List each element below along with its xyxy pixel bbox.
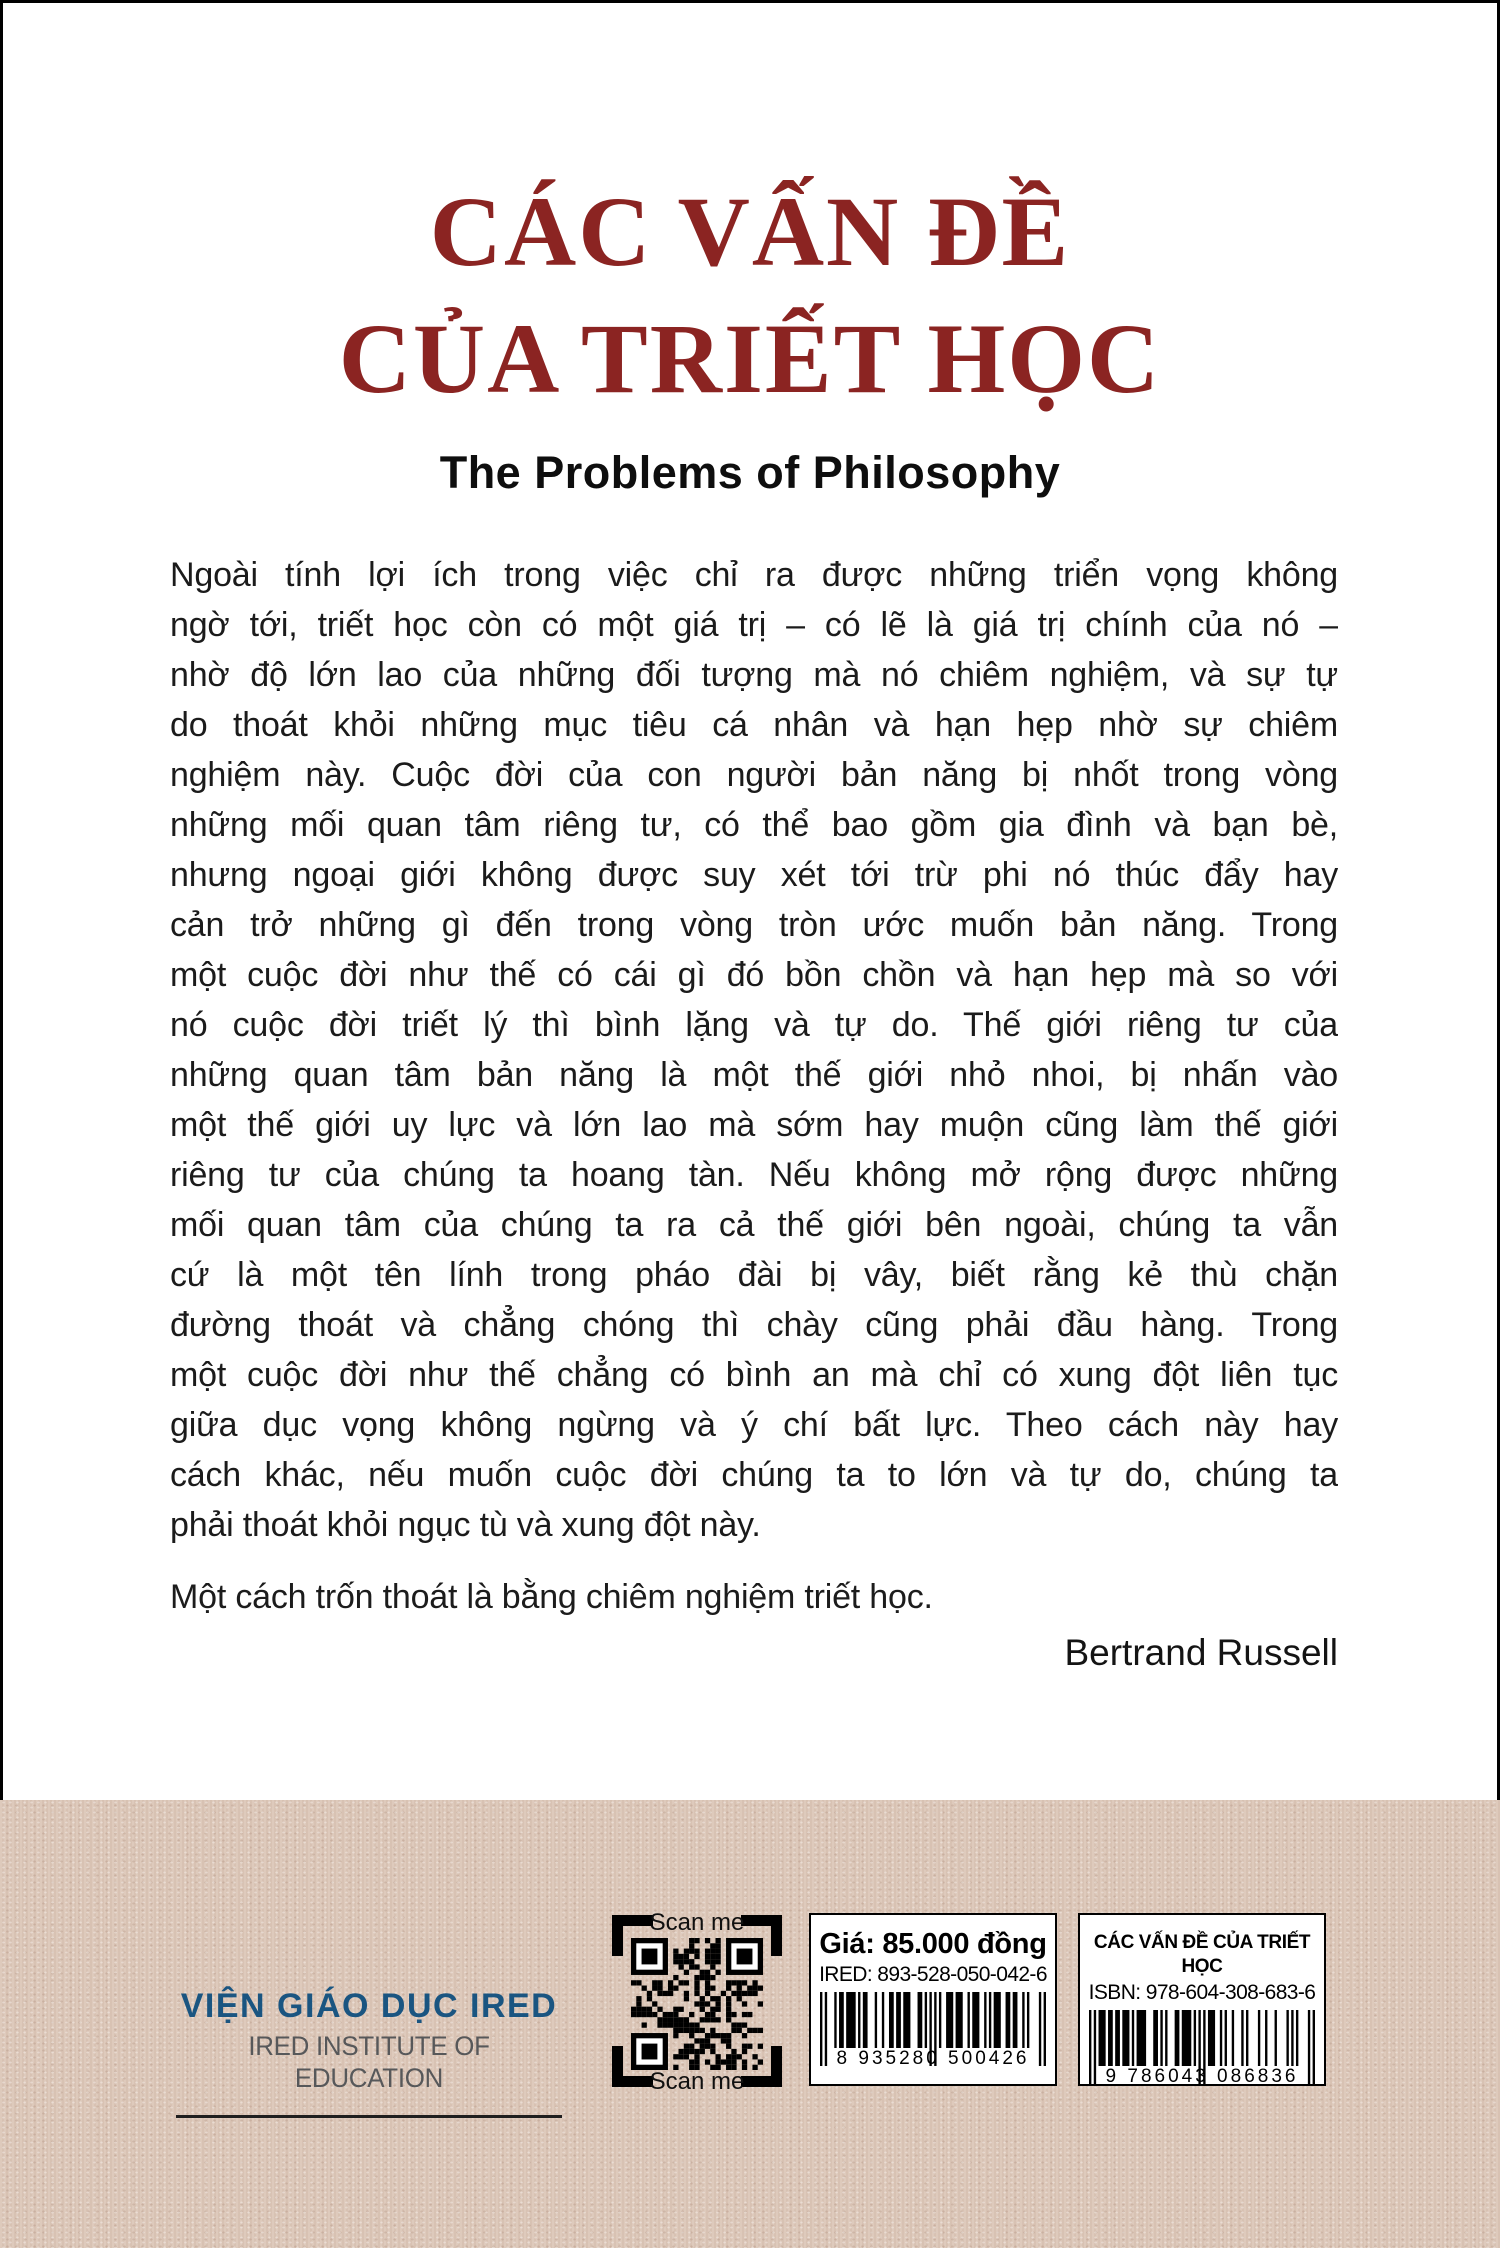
price-barcode-box — [809, 1913, 1057, 2086]
quote-line: cách khác, nếu muốn cuộc đời chúng ta to lớn và tự do, chúng ta — [170, 1456, 1338, 1494]
quote-line: nghiệm này. Cuộc đời của con người bản năng bị nhốt trong vòng — [170, 756, 1338, 794]
quote-line: nó cuộc đời triết lý thì bình lặng và tự do. Thế giới riêng tư của — [170, 1006, 1338, 1044]
quote-line: những mối quan tâm riêng tư, có thể bao gồm gia đình và bạn bè, — [170, 806, 1338, 844]
isbn-barcode-box — [1078, 1913, 1326, 2086]
publisher-name-english: IRED INSTITUTE OF EDUCATION — [248, 2031, 490, 2093]
footer-band — [0, 1800, 1500, 2248]
quote-line: mối quan tâm của chúng ta ra cả thế giới bên ngoài, chúng ta vẫn — [170, 1206, 1338, 1244]
quote-line: những quan tâm bản năng là một thế giới nhỏ nhoi, bị nhấn vào — [170, 1056, 1338, 1094]
isbn-barcode — [1089, 2010, 1315, 2086]
book-title-vietnamese — [0, 168, 1500, 422]
quote-author: Bertrand Russell — [1064, 1632, 1338, 1673]
quote-line: đường thoát và chẳng chóng thì chày cũng phải đầu hàng. Trong — [170, 1306, 1338, 1344]
quote-line: riêng tư của chúng ta hoang tàn. Nếu không mở rộng được những — [170, 1156, 1338, 1194]
price-barcode-digits: 8 935280 500426 — [836, 2048, 1030, 2069]
quote-line: do thoát khỏi những mục tiêu cá nhân và hạn hẹp nhờ sự chiêm — [170, 706, 1338, 744]
quote-line: một thế giới uy lực và lớn lao mà sớm hay muộn cũng làm thế giới — [170, 1106, 1338, 1144]
title-line-1: CÁC VẤN ĐỀ — [429, 176, 1071, 287]
quote-line: Ngoài tính lợi ích trong việc chỉ ra được những triển vọng không — [170, 556, 1338, 594]
quote-line: nhưng ngoại giới không được suy xét tới trừ phi nó thúc đẩy hay — [170, 856, 1338, 894]
qr-scan-me-label-top: Scan me — [649, 1909, 745, 1936]
publisher-name-vietnamese: VIỆN GIÁO DỤC IRED — [180, 1987, 558, 2025]
publisher-underline — [176, 2115, 562, 2118]
quote-line: cản trở những gì đến trong vòng tròn ước muốn bản năng. Trong — [170, 906, 1338, 944]
title-line-2: CỦA TRIẾT HỌC — [338, 303, 1162, 414]
quote-line: phải thoát khỏi ngục tù và xung đột này. — [170, 1506, 761, 1544]
quote-closing-line: Một cách trốn thoát là bằng chiêm nghiệm triết học. — [170, 1578, 933, 1616]
quote-line: nhờ độ lớn lao của những đối tượng mà nó chiêm nghiệm, và sự tự — [170, 656, 1338, 694]
qr-code-icon — [631, 1938, 763, 2070]
isbn-number: ISBN: 978-604-308-683-6 — [1088, 1981, 1316, 2004]
quote-line: giữa dục vọng không ngừng và ý chí bất lực. Theo cách này hay — [170, 1406, 1338, 1444]
quote-line: cứ là một tên lính trong pháo đài bị vây, biết rằng kẻ thù chặn — [170, 1256, 1338, 1294]
isbn-box-title: CÁC VẤN ĐỀ CỦA TRIẾT HỌC — [1093, 1932, 1311, 1977]
quote-line: một cuộc đời như thế chẳng có bình an mà chỉ có xung đột liên tục — [170, 1356, 1338, 1394]
book-title-english: The Problems of Philosophy — [439, 447, 1061, 498]
price-label: Giá: 85.000 đồng — [819, 1928, 1047, 1960]
quote-line: một cuộc đời như thế có cái gì đó bồn chồn và hạn hẹp mà so với — [170, 956, 1338, 994]
publisher-logo — [173, 1986, 565, 2118]
photo-border-top — [0, 0, 1500, 3]
back-cover-quote — [170, 550, 1338, 1550]
quote-line: ngờ tới, triết học còn có một giá trị – có lẽ là giá trị chính của nó – — [170, 606, 1338, 644]
ired-code: IRED: 893-528-050-042-6 — [819, 1963, 1047, 1986]
qr-code-block — [612, 1909, 782, 2095]
isbn-barcode-digits: 9 786043 086836 — [1105, 2066, 1299, 2086]
price-barcode — [820, 1992, 1046, 2072]
qr-scan-me-label-bottom: Scan me — [649, 2068, 745, 2095]
